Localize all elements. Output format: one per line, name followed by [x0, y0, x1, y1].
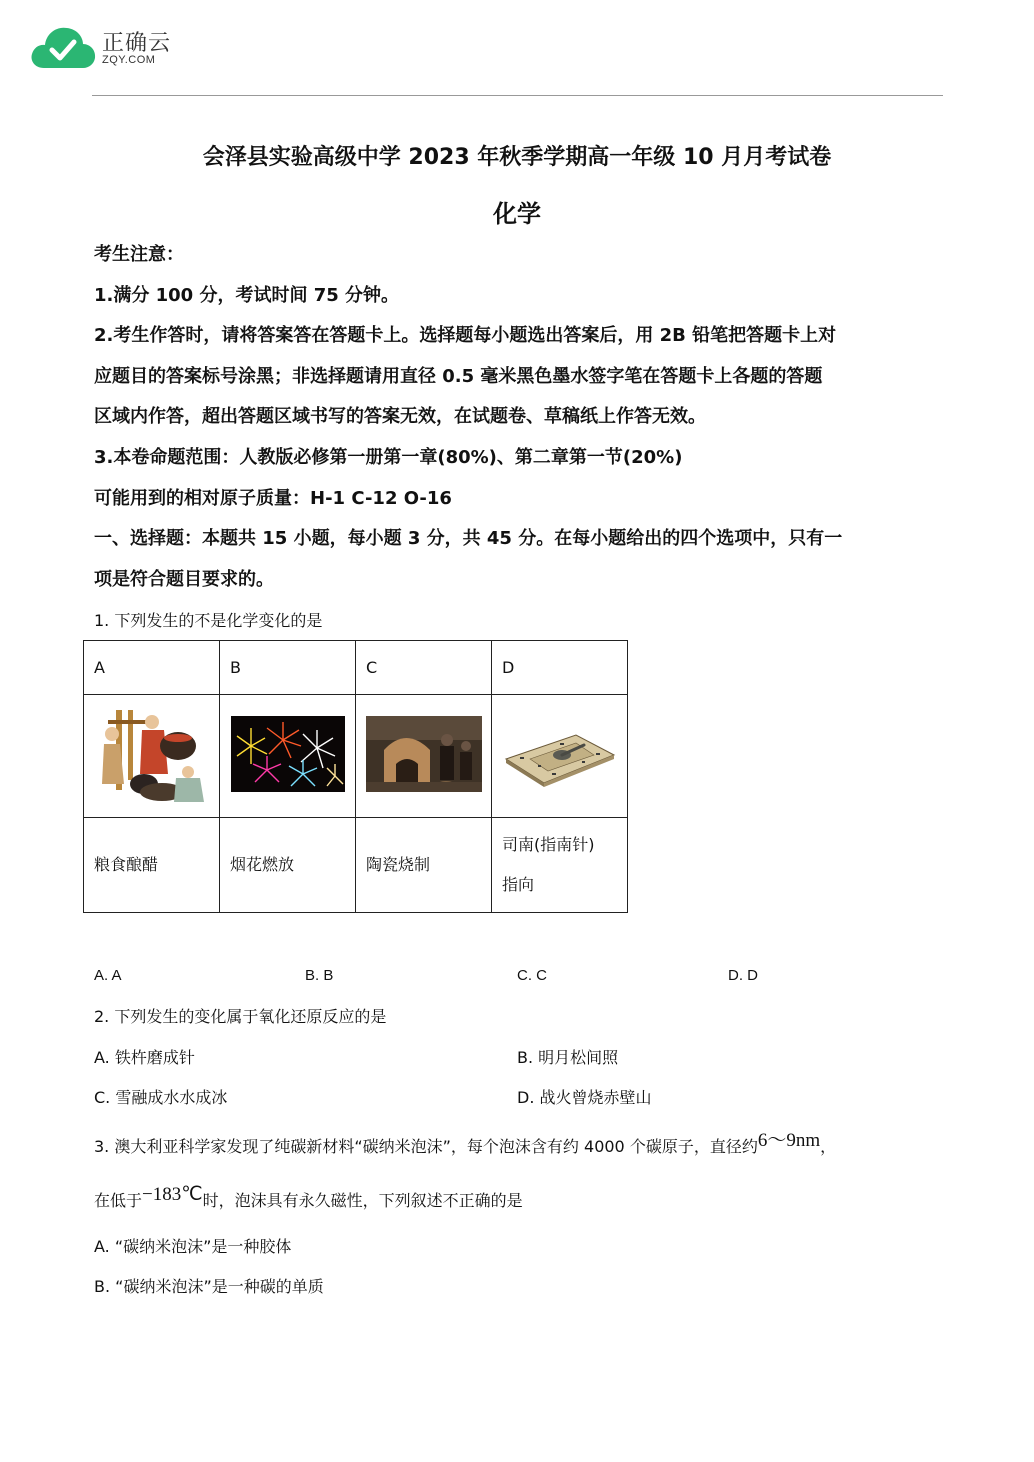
q2-option-b: B. 明月松间照 — [517, 1048, 619, 1067]
notice-item-3: 3.本卷命题范围：人教版必修第一册第一章(80%)、第二章第一节(20%) — [94, 447, 683, 468]
subject-title: 化学 — [493, 200, 541, 228]
q3-diameter: 6～9nm — [757, 1130, 821, 1151]
table-label-d-line-2: 指向 — [502, 875, 535, 894]
vinegar-brewing-illustration — [96, 704, 208, 804]
notice-item-2-line-1: 2.考生作答时，请将答案答在答题卡上。选择题每小题选出答案后，用 2B 铅笔把答题卡上对 — [94, 325, 837, 346]
notice-item-2-line-3: 区域内作答，超出答题区域书写的答案无效，在试题卷、草稿纸上作答无效。 — [94, 406, 706, 427]
section-1-line-1: 一、选择题：本题共 15 小题，每小题 3 分，共 45 分。在每小题给出的四个选项中，只有一 — [94, 528, 843, 549]
table-image-cell-a — [84, 695, 220, 818]
table-label-a: 粮食酿醋 — [84, 818, 220, 913]
q2-option-c: C. 雪融成水水成冰 — [94, 1088, 228, 1107]
notice-item-2-line-2: 应题目的答案标号涂黑；非选择题请用直径 0.5 毫米黑色墨水签字笔在答题卡上各题的答题 — [94, 366, 823, 387]
question-3-stem-line-1 — [94, 1130, 837, 1158]
question-3-stem-line-2 — [94, 1184, 523, 1212]
question-1-stem: 1. 下列发生的不是化学变化的是 — [94, 611, 323, 630]
q2-option-a: A. 铁杵磨成针 — [94, 1048, 195, 1067]
table-header-b: B — [220, 641, 356, 695]
q1-option-a: A. A — [94, 967, 122, 984]
notice-item-1: 1.满分 100 分，考试时间 75 分钟。 — [94, 285, 400, 306]
q1-option-c: C. C — [517, 967, 547, 984]
compass-sinan-illustration — [500, 719, 620, 789]
q3-temperature: −183℃ — [142, 1184, 203, 1205]
section-1-line-2: 项是符合题目要求的。 — [94, 569, 274, 590]
question-2-stem: 2. 下列发生的变化属于氧化还原反应的是 — [94, 1007, 387, 1026]
fireworks-photo — [231, 716, 345, 792]
brand-logo — [30, 22, 230, 74]
table-header-a: A — [84, 641, 220, 695]
table-header-d: D — [492, 641, 628, 695]
header-divider — [92, 95, 943, 96]
question-1-table — [83, 640, 628, 913]
table-label-c: 陶瓷烧制 — [356, 818, 492, 913]
q3-option-b: B. “碳纳米泡沫”是一种碳的单质 — [94, 1277, 324, 1296]
table-image-cell-b — [220, 695, 356, 818]
brand-url: ZQY.COM — [102, 54, 156, 66]
pottery-kiln-photo — [366, 716, 482, 792]
q1-option-d: D. D — [728, 967, 758, 984]
q3-stem-text-2b: 时，泡沫具有永久磁性，下列叙述不正确的是 — [202, 1191, 523, 1210]
q3-stem-text-2a: 在低于 — [94, 1191, 143, 1210]
q3-option-a: A. “碳纳米泡沫”是一种胶体 — [94, 1237, 292, 1256]
table-header-c: C — [356, 641, 492, 695]
q3-stem-text-1: 3. 澳大利亚科学家发现了纯碳新材料“碳纳米泡沫”，每个泡沫含有约 4000 个碳原子，直径约 — [94, 1137, 758, 1156]
q2-option-d: D. 战火曾烧赤壁山 — [517, 1088, 652, 1107]
q1-option-b: B. B — [305, 967, 334, 984]
table-image-cell-d — [492, 695, 628, 818]
atomic-mass-line: 可能用到的相对原子质量：H-1 C-12 O-16 — [94, 488, 452, 509]
exam-title: 会泽县实验高级中学 2023 年秋季学期高一年级 10 月月考试卷 — [202, 145, 832, 170]
table-label-d — [492, 818, 628, 913]
brand-name: 正确云 — [102, 31, 172, 56]
table-image-cell-c — [356, 695, 492, 818]
table-label-d-line-1: 司南(指南针) — [502, 835, 595, 854]
table-label-b: 烟花燃放 — [220, 818, 356, 913]
q3-comma: ， — [820, 1137, 837, 1156]
notice-heading: 考生注意： — [94, 244, 184, 265]
cloud-check-icon — [30, 22, 96, 72]
